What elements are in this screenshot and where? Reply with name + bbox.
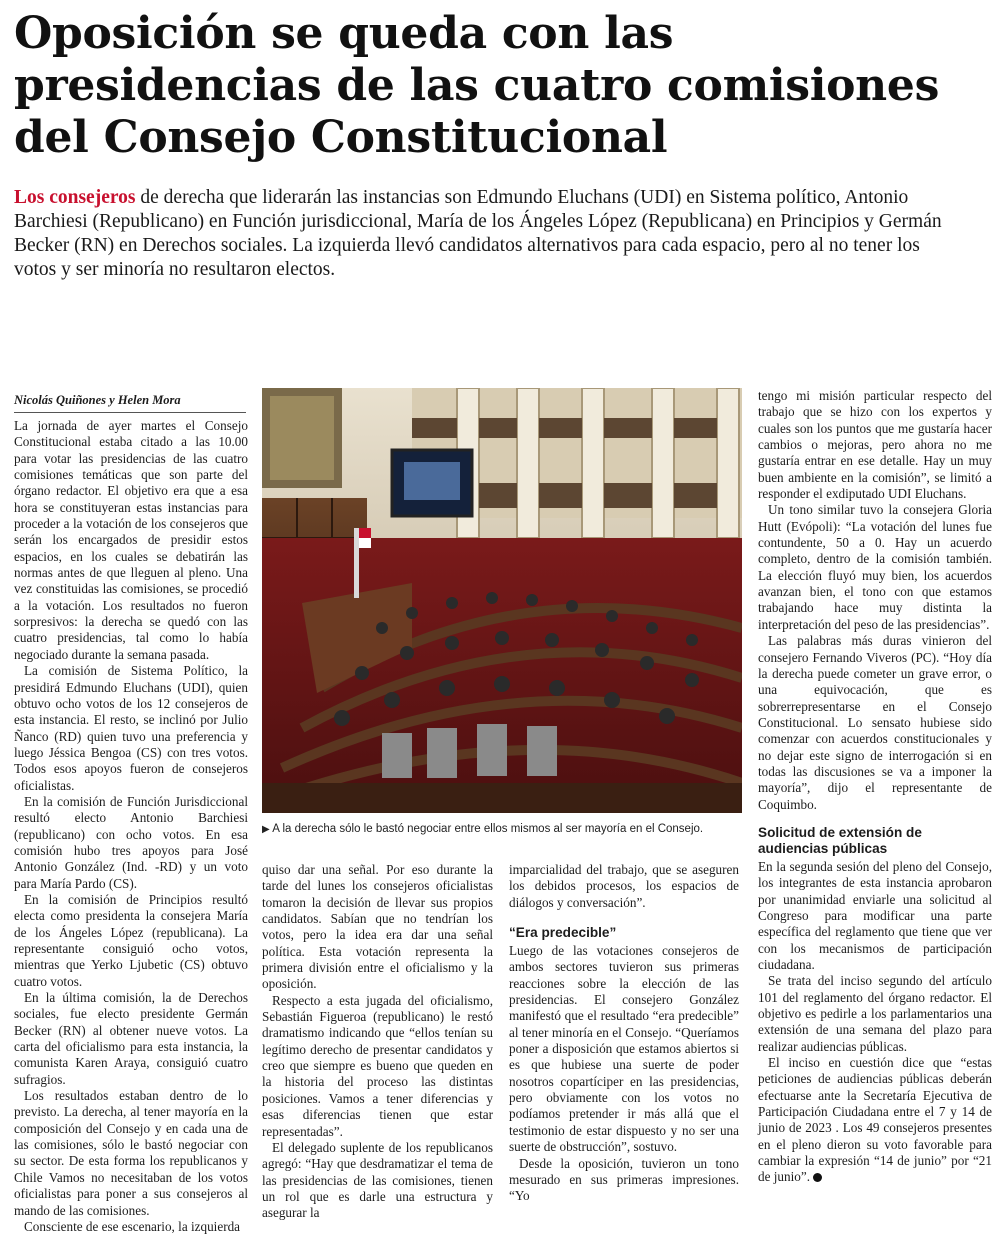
lead-text: de derecha que liderarán las instancias son Edmundo Eluchans (UDI) en Sistema político, Antonio Barchiesi (Republicano) en Función jurisdiccional, María de los Ángeles López (Republicana) en Principios y Germán Becker (RN) en Derechos sociales. La izquierda llevó candidatos alternativos para cada espacio, pero al no tener los votos y ser minoría no resultaron electos. [14, 187, 942, 280]
paragraph: Los resultados estaban dentro de lo previsto. La derecha, al tener mayoría en la composición del Consejo y en cada una de las comisiones, sólo le bastó negociar con su sector. De esta forma los republicanos y Chile Vamos no necesitaban de los votos oficialistas para poner a sus consejeros al mando de las comisiones. [14, 1088, 248, 1218]
subheading-era-predecible: “Era predecible” [509, 925, 617, 941]
paragraph: En la segunda sesión del pleno del Consejo, los integrantes de esta instancia aprobaron por unanimidad enviarle una solicitud al Congreso para modificar una parte específica del reglamento que tiene que ver con los mecanismos de participación ciudadana. [758, 858, 992, 972]
paragraph: La comisión de Sistema Político, la presidirá Edmundo Eluchans (UDI), quien obtuvo ocho votos de los 12 consejeros de esta instancia. El resto, se inclinó por Julio Ñanco (RD) quien tuvo una preferencia y luego Jéssica Bengoa (CS) con tres votos. Todos esos apoyos fueron de consejeros oficialistas. [14, 663, 248, 793]
paragraph: quiso dar una señal. Por eso durante la tarde del lunes los consejeros oficialistas tomaron la decisión de llevar sus propios candidatos. Sabían que no tendrían los votos, pero la idea era dar una señal política. Esta votación representa la primera división entre el oficialismo y la oposición. [262, 862, 493, 992]
byline: Nicolás Quiñones y Helen Mora [14, 393, 246, 413]
paragraph: Las palabras más duras vinieron del consejero Fernando Viveros (PC). “Hoy día la derecha puede cometer un grave error, o una equivocación, que es sobrerrepresentarse en el Consejo Constitucional. Lo sensato hubiese sido comenzar con acuerdos constitucionales y no dejar este signo de interrogación si en todas las discusiones se va a imponer la mayoría”, dijo el representante de Coquimbo. [758, 633, 992, 812]
paragraph: tengo mi misión particular respecto del trabajo que se hizo con los expertos y cuales son los puntos que me gustaría hacer cambios o mejoras, pero ahora no me gustaría entrar en ese detalle. Hay un muy buen ambiente en la comisión”, se limitó a responder el exdiputado UDI Eluchans. [758, 388, 992, 502]
photo-caption [262, 822, 744, 837]
lead-paragraph [14, 186, 944, 282]
paragraph: La jornada de ayer martes el Consejo Constitucional estaba citado a las 10.00 para votar las presidencias de las cuatro comisiones temáticas que son parte del órgano redactor. El objetivo era que a esa hora se constituyeran estas instancias para proceder a la votación de los consejeros que serán los encargados de presidir estos espacios, en los cuales se debatirán las normas antes de que lleguen al pleno. Una vez constituidas las comisiones, se procedió a la votación. Los resultados no fueron sorpresivos: la derecha se quedó con las cuatro presidencias, tal como lo había negociado durante la semana pasada. [14, 418, 248, 662]
headline: Oposición se queda con las presidencias de las cuatro comisiones del Consejo Constitucional [14, 8, 940, 163]
caption-text: A la derecha sólo le bastó negociar entre ellos mismos al ser mayoría en el Consejo. [272, 823, 704, 835]
paragraph-final [758, 1055, 992, 1186]
lead-highlight: Los consejeros [14, 187, 136, 208]
caption-arrow-icon: ▶ [262, 824, 270, 835]
body-column-3 [509, 862, 739, 1205]
paragraph: Luego de las votaciones consejeros de ambos sectores tuvieron sus primeras reacciones sobre la elección de las presidencias. El consejero González manifestó que el resultado “era predecible” al tener minoría en el Consejo. “Queríamos poner a disposición que estamos abiertos si es que hubiese una suerte de poder nosotros copartíciper en las presidencias, pero obviamente con los votos no podíamos pretender ir más allá que el testimonio de estar dispuesto y no ser una suerte de obstrucción”, sostuvo. [509, 943, 739, 1155]
paragraph: El delegado suplente de los republicanos agregó: “Hay que desdramatizar el tema de las presidencias de las comisiones, tienen un rol que es darle una estructura y asegurar la [262, 1139, 493, 1221]
paragraph-final-text: El inciso en cuestión dice que “estas peticiones de audiencias públicas deberán efectuarse ante la Secretaría Ejecutiva de Participación Ciudadana entre el 7 y 14 de junio de 2023 . Los 49 consejeros presentes en el pleno dieron su voto favorable para cambiar la expresión “14 de junio” por “21 de junio”. [758, 1055, 992, 1185]
paragraph: Se trata del inciso segundo del artículo 101 del reglamento del órgano redactor. El objetivo es pedirle a los parlamentarios una extensión de una semana del plazo para realizar audiencias públicas. [758, 973, 992, 1054]
paragraph: En la última comisión, la de Derechos sociales, fue electo presidente Germán Becker (RN) al obtener nueve votos. La carta del oficialismo para esta instancia, la comunista Karen Araya, consiguió cuatro sufragios. [14, 990, 248, 1087]
body-column-1 [14, 418, 248, 1235]
paragraph: En la comisión de Función Jurisdiccional resultó electo Antonio Barchiesi (republicano) con ocho votos. En esa comisión hubo tres apoyos para José Antonio González (Ind. -RD) y un voto para María Pardo (CS). [14, 793, 248, 891]
body-column-4 [758, 388, 992, 1186]
chamber-photo [262, 388, 742, 813]
end-mark-icon [813, 1173, 822, 1182]
paragraph: Consciente de ese escenario, la izquierda [24, 1218, 241, 1234]
paragraph: Un tono similar tuvo la consejera Gloria Hutt (Evópoli): “La votación del lunes fue contundente, 50 a 0. Hay un acuerdo completo, dentro de la comisión también. La elección fluyó muy bien, los acuerdos avanzan bien, el tono con que estamos trabajando hace muy distinta la interpretación del peso de las presidencias”. [758, 502, 992, 632]
subheading-audiencias: Solicitud de extensión de audiencias públicas [758, 824, 922, 856]
paragraph: En la comisión de Principios resultó electa como presidenta la consejera María de los Ángeles López (republicana). La representante consiguió ocho votos, mientras que Yerko Ljubetic (CS) obtuvo cuatro votos. [14, 891, 248, 989]
paragraph: imparcialidad del trabajo, que se aseguren los debidos procesos, los espacios de diálogos y conversación”. [509, 862, 739, 910]
body-column-2 [262, 862, 493, 1222]
paragraph: Desde la oposición, tuvieron un tono mesurado en sus primeras impresiones. “Yo [509, 1155, 739, 1204]
paragraph: Respecto a esta jugada del oficialismo, Sebastián Figueroa (republicano) le restó dramatismo indicando que “ellos tenían su legítimo derecho de presentar candidatos y creo que siempre es bueno que queden en la historia del proceso las distintas posiciones. Vamos a tener diferencias y esas diferencias tienen que estar representadas”. [262, 992, 493, 1139]
